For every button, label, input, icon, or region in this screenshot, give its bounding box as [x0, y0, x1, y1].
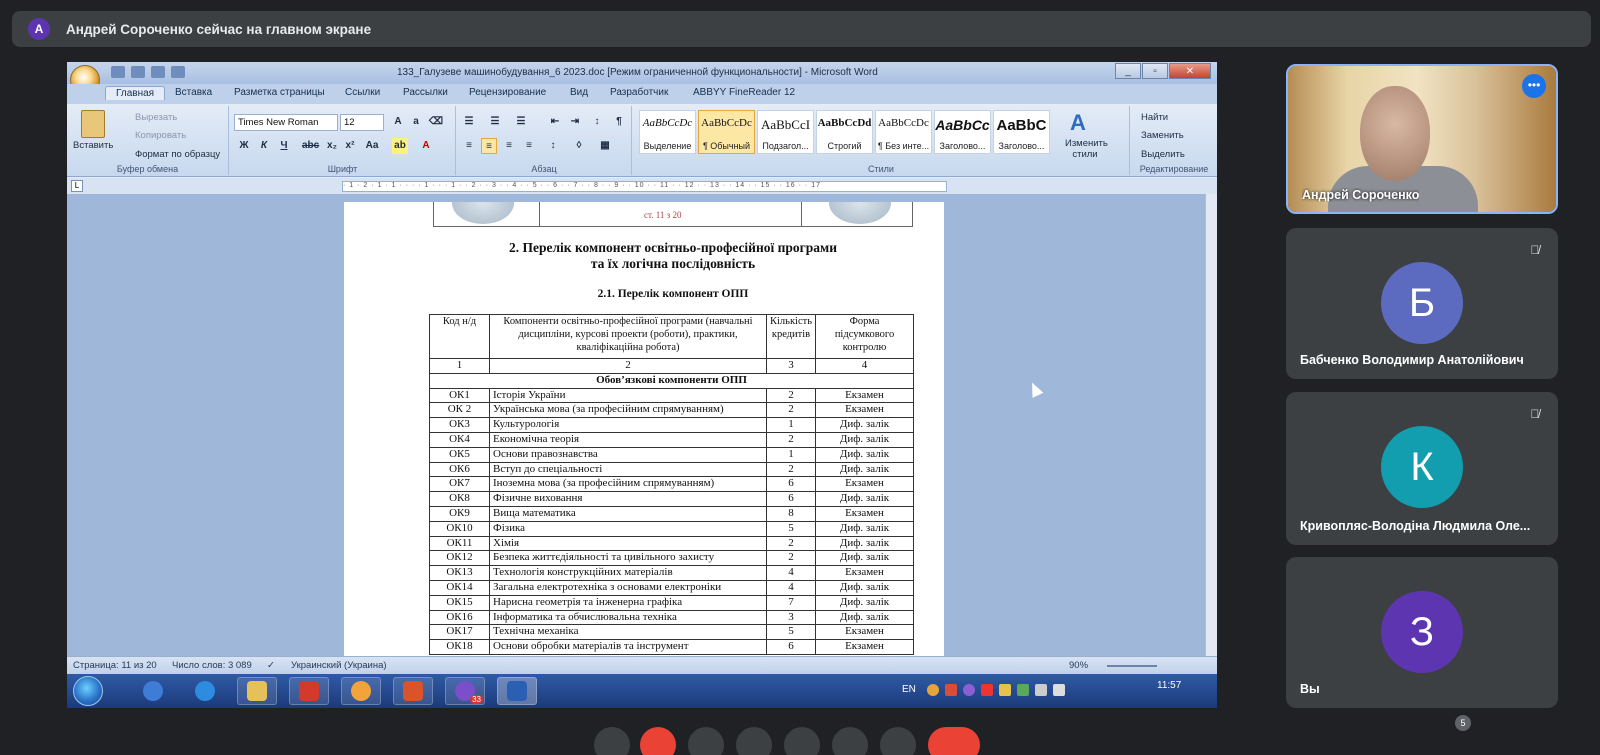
pdf-icon[interactable]: [289, 677, 329, 705]
viber-icon[interactable]: [445, 677, 485, 705]
cell-code: ОК17: [430, 625, 490, 640]
window-title: 133_Галузеве машинобудування_6 2023.doc [Режим ограниченной функциональности] - Microsoft Word: [397, 67, 878, 78]
table-row: [430, 432, 914, 447]
app-icon-globe[interactable]: [133, 677, 173, 705]
cell-credits: 4: [767, 566, 816, 581]
tray-icon[interactable]: [927, 684, 939, 696]
shared-screen: [67, 62, 1217, 708]
numbering-icon[interactable]: ☰: [490, 116, 500, 127]
more-button[interactable]: [880, 727, 916, 755]
presenter-banner-text: Андрей Сороченко сейчас на главном экране: [66, 21, 372, 37]
cell-component: Економічна теорія: [490, 432, 767, 447]
tab-selector[interactable]: L: [71, 180, 83, 192]
table-row: [430, 418, 914, 433]
tab-references[interactable]: Ссылки: [345, 87, 381, 98]
tray-icon[interactable]: [999, 684, 1011, 696]
align-center-icon[interactable]: ≡: [481, 138, 497, 154]
cell-credits: 6: [767, 492, 816, 507]
participant-tile-presenter[interactable]: [1286, 64, 1558, 214]
cell-credits: 5: [767, 521, 816, 536]
italic-icon[interactable]: К: [260, 140, 268, 151]
save-icon[interactable]: [111, 66, 125, 78]
cell-code: ОК5: [430, 447, 490, 462]
subsection-heading: 2.1. Перелік компонент ОПП: [597, 288, 749, 300]
align-right-icon[interactable]: ≡: [506, 140, 512, 151]
multilevel-icon[interactable]: ☰: [516, 116, 526, 127]
cell-credits: 3: [767, 610, 816, 625]
select-button[interactable]: Выделить: [1141, 149, 1185, 160]
taskbar-clock[interactable]: 11:57: [1157, 680, 1182, 691]
right-seal-image: [829, 202, 891, 224]
leave-call-button[interactable]: [928, 727, 980, 755]
header-component: Компоненти освітньо-професійної програми (навчальні дисципліни, курсові проекти (роботи), практики, кваліфікаційна робота): [490, 315, 767, 359]
participant-name: Андрей Сороченко: [1302, 188, 1420, 202]
horizontal-ruler[interactable]: · 1 · 2 · 1 · 1 · · · · 1 · · · 1 · · 2 · · 3 · · 4 · · 5 · · 6 · · 7 · · 8 · · 9 · · 10 · · 11 · · 12 · · 13 · · 14 · · 15 · · 16 · · 17: [342, 181, 947, 192]
table-row: [430, 625, 914, 640]
cell-code: ОК8: [430, 492, 490, 507]
network-icon[interactable]: [1035, 684, 1047, 696]
tab-page-layout[interactable]: Разметка страницы: [234, 87, 325, 98]
quick-access-toolbar: [111, 66, 185, 78]
clipboard-group-label: Буфер обмена: [116, 164, 179, 174]
cell-code: ОК15: [430, 595, 490, 610]
cell-control-form: Екзамен: [816, 625, 914, 640]
table-row: [430, 492, 914, 507]
cut-button[interactable]: Вырезать: [135, 112, 178, 123]
paragraph-group-label: Абзац: [531, 164, 557, 174]
replace-button[interactable]: Заменить: [1141, 130, 1184, 141]
presenter-banner: [12, 11, 1591, 47]
ribbon: [67, 104, 1217, 177]
captions-button[interactable]: [736, 727, 772, 755]
cell-code: ОК7: [430, 477, 490, 492]
presenter-avatar: А: [28, 18, 50, 40]
bullets-icon[interactable]: ☰: [464, 116, 474, 127]
style-normal[interactable]: AaBbCcDc ¶ Обычный: [698, 110, 755, 154]
table-row: [430, 462, 914, 477]
cell-component: Загальна електротехніка з основами електроніки: [490, 580, 767, 595]
word-titlebar: [67, 62, 1217, 84]
style-heading2[interactable]: AaBbC Заголово...: [993, 110, 1050, 154]
shading-icon[interactable]: ◊: [576, 140, 582, 151]
participant-tile[interactable]: [1286, 392, 1558, 545]
cell-control-form: Диф. залік: [816, 580, 914, 595]
table-header-row: [430, 315, 914, 359]
cell-control-form: Диф. залік: [816, 418, 914, 433]
cell-component: Культурологія: [490, 418, 767, 433]
table-row: [430, 551, 914, 566]
windows-taskbar: [67, 674, 1217, 708]
participant-name: Кривопляс-Володіна Людмила Оле...: [1300, 519, 1531, 533]
paste-button[interactable]: Вставить: [73, 140, 114, 151]
camera-toggle-button[interactable]: [688, 727, 724, 755]
undo-icon[interactable]: [131, 66, 145, 78]
table-row: [430, 595, 914, 610]
font-group-label: Шрифт: [327, 164, 358, 174]
cell-code: ОК11: [430, 536, 490, 551]
close-button[interactable]: ✕: [1169, 63, 1211, 79]
change-case-icon[interactable]: Aa: [365, 140, 379, 151]
cell-credits: 6: [767, 477, 816, 492]
header-control-form: Форма підсумкового контролю: [816, 315, 914, 359]
cell-credits: 5: [767, 625, 816, 640]
cell-code: ОК6: [430, 462, 490, 477]
tray-icon[interactable]: [1017, 684, 1029, 696]
status-page[interactable]: Страница: 11 из 20: [73, 660, 157, 671]
subscript-icon[interactable]: x₂: [326, 140, 337, 151]
cell-component: Хімія: [490, 536, 767, 551]
cell-credits: 7: [767, 595, 816, 610]
explorer-icon[interactable]: [237, 677, 277, 705]
minimize-button[interactable]: _: [1115, 63, 1141, 79]
format-painter-button[interactable]: Формат по образцу: [135, 149, 221, 160]
cell-component: Технічна механіка: [490, 625, 767, 640]
cell-component: Вступ до спеціальності: [490, 462, 767, 477]
cell-credits: 1: [767, 418, 816, 433]
system-tray: [927, 684, 1147, 698]
decrease-indent-icon[interactable]: ⇤: [550, 116, 560, 127]
tab-view[interactable]: Вид: [570, 87, 589, 98]
mic-off-icon: 🎙̸: [1530, 407, 1540, 421]
cell-code: ОК14: [430, 580, 490, 595]
increase-indent-icon[interactable]: ⇥: [570, 116, 580, 127]
editing-group-label: Редактирование: [1139, 164, 1209, 174]
present-button[interactable]: [784, 727, 820, 755]
cell-code: ОК12: [430, 551, 490, 566]
cell-component: Історія України: [490, 388, 767, 403]
cell-component: Технологія конструкційних матеріалів: [490, 566, 767, 581]
cell-credits: 1: [767, 447, 816, 462]
table-section-row: Обов’язкові компоненти ОПП: [430, 373, 914, 388]
grow-font-icon[interactable]: A: [394, 116, 402, 127]
style-strong[interactable]: AaBbCcDd Строгий: [816, 110, 873, 154]
highlight-icon[interactable]: ab: [392, 138, 408, 154]
cell-credits: 4: [767, 580, 816, 595]
page-header-table: [433, 202, 913, 227]
font-name-combo[interactable]: Times New Roman: [234, 114, 338, 131]
tray-icon[interactable]: [945, 684, 957, 696]
cell-component: Інформатика та обчислювальна техніка: [490, 610, 767, 625]
change-styles-icon[interactable]: A: [1070, 110, 1086, 135]
cell-credits: 6: [767, 640, 816, 655]
table-row: [430, 536, 914, 551]
copy-button[interactable]: Копировать: [135, 130, 187, 141]
cell-component: Основи правознавства: [490, 447, 767, 462]
line-spacing-icon[interactable]: ↕: [550, 140, 556, 151]
tab-developer[interactable]: Разработчик: [610, 87, 669, 98]
status-words[interactable]: Число слов: 3 089: [172, 660, 252, 671]
participant-count-badge: 5: [1455, 715, 1471, 731]
cell-control-form: Диф. залік: [816, 610, 914, 625]
cell-control-form: Диф. залік: [816, 595, 914, 610]
superscript-icon[interactable]: x²: [345, 140, 355, 151]
styles-group-label: Стили: [868, 164, 894, 174]
more-options-icon[interactable]: •••: [1522, 74, 1546, 98]
tray-icon[interactable]: [963, 684, 975, 696]
cell-control-form: Диф. залік: [816, 447, 914, 462]
opp-components-table: [429, 314, 914, 655]
cell-code: ОК1: [430, 388, 490, 403]
cell-component: Українська мова (за професійним спрямуванням): [490, 403, 767, 418]
cell-control-form: Екзамен: [816, 640, 914, 655]
left-seal-image: [452, 202, 514, 224]
header-page-number: ст. 11 з 20: [644, 210, 682, 220]
cell-code: ОК16: [430, 610, 490, 625]
cell-component: Фізичне виховання: [490, 492, 767, 507]
align-left-icon[interactable]: ≡: [466, 140, 472, 151]
header-credits: Кількість кредитів: [767, 315, 816, 359]
participant-avatar: З: [1381, 591, 1463, 673]
clear-format-icon[interactable]: ⌫: [428, 116, 444, 127]
participant-name: Вы: [1300, 682, 1320, 696]
font-group: [230, 106, 456, 175]
emoji-button[interactable]: [832, 727, 868, 755]
cell-control-form: Диф. залік: [816, 521, 914, 536]
cell-code: ОК3: [430, 418, 490, 433]
word-status-bar: [67, 656, 1217, 674]
participant-tile-self[interactable]: [1286, 557, 1558, 708]
show-marks-icon[interactable]: ¶: [616, 116, 622, 127]
tab-insert[interactable]: Вставка: [175, 87, 213, 98]
ie-icon[interactable]: [185, 677, 225, 705]
table-row: [430, 610, 914, 625]
section-heading: 2. Перелік компонент освітньо-професійної програми та їх логічна послідовність: [508, 240, 838, 271]
cell-credits: 8: [767, 506, 816, 521]
cell-control-form: Диф. залік: [816, 551, 914, 566]
table-row: [430, 403, 914, 418]
font-size-combo[interactable]: 12: [340, 114, 384, 131]
clipboard-group: [67, 106, 229, 175]
cell-component: Вища математика: [490, 506, 767, 521]
paragraph-group: [457, 106, 632, 175]
participant-name: Бабченко Володимир Анатолійович: [1300, 353, 1524, 367]
ribbon-tabs: [67, 84, 1217, 104]
cell-code: ОК4: [430, 432, 490, 447]
zoom-slider[interactable]: [1107, 665, 1157, 667]
sort-icon[interactable]: ↕: [594, 116, 600, 127]
cell-component: Нарисна геометрія та інженерна графіка: [490, 595, 767, 610]
bold-icon[interactable]: Ж: [239, 140, 249, 151]
justify-icon[interactable]: ≡: [526, 140, 532, 151]
mic-toggle-button[interactable]: [640, 727, 676, 755]
document-page[interactable]: [344, 202, 944, 657]
styles-group: [633, 106, 1130, 175]
table-row: [430, 566, 914, 581]
shrink-font-icon[interactable]: a: [413, 116, 419, 127]
cell-component: Основи обробки матеріалів та інструмент: [490, 640, 767, 655]
cell-component: Безпека життєдіяльності та цивільного захисту: [490, 551, 767, 566]
participant-avatar: Б: [1381, 262, 1463, 344]
cell-control-form: Екзамен: [816, 506, 914, 521]
cell-control-form: Екзамен: [816, 403, 914, 418]
language-indicator[interactable]: EN: [902, 684, 916, 695]
tray-icon[interactable]: [981, 684, 993, 696]
strike-icon[interactable]: abc: [302, 140, 320, 151]
table-row: [430, 477, 914, 492]
cell-control-form: Екзамен: [816, 477, 914, 492]
presentation-icon[interactable]: [393, 677, 433, 705]
style-emphasis[interactable]: AaBbCcDc Выделение: [639, 110, 696, 154]
cell-credits: 2: [767, 536, 816, 551]
cell-control-form: Екзамен: [816, 388, 914, 403]
mic-off-icon: 🎙̸: [1530, 243, 1540, 257]
start-button[interactable]: [73, 676, 103, 706]
participant-avatar: К: [1381, 426, 1463, 508]
cell-code: ОК18: [430, 640, 490, 655]
cell-component: Іноземна мова (за професійним спрямуванням): [490, 477, 767, 492]
underline-icon[interactable]: Ч: [280, 140, 288, 151]
paste-icon[interactable]: [81, 110, 105, 138]
find-button[interactable]: Найти: [1141, 112, 1169, 123]
cell-code: ОК 2: [430, 403, 490, 418]
style-heading1[interactable]: AaBbCc Заголово...: [934, 110, 991, 154]
spelling-icon[interactable]: [171, 66, 185, 78]
cell-control-form: Диф. залік: [816, 462, 914, 477]
editing-group: [1131, 106, 1217, 175]
table-number-row: 1 2 3 4: [430, 359, 914, 374]
table-row: [430, 447, 914, 462]
cell-code: ОК13: [430, 566, 490, 581]
header-code: Код н/д: [430, 315, 490, 359]
yandex-browser-icon[interactable]: [341, 677, 381, 705]
status-language[interactable]: Украинский (Украина): [291, 660, 387, 671]
cell-credits: 2: [767, 462, 816, 477]
style-no-spacing[interactable]: AaBbCcDc ¶ Без инте...: [875, 110, 932, 154]
maximize-button[interactable]: ▫: [1142, 63, 1168, 79]
borders-icon[interactable]: ▦: [600, 140, 610, 151]
word-icon[interactable]: [497, 677, 537, 705]
tab-home[interactable]: Главная: [105, 86, 165, 100]
cell-credits: 2: [767, 551, 816, 566]
table-row: [430, 388, 914, 403]
tab-mailings[interactable]: Рассылки: [403, 87, 448, 98]
volume-icon[interactable]: [1053, 684, 1065, 696]
viber-badge: 33: [472, 695, 481, 704]
cell-code: ОК10: [430, 521, 490, 536]
cell-credits: 2: [767, 432, 816, 447]
tab-review[interactable]: Рецензирование: [469, 87, 547, 98]
cell-control-form: Диф. залік: [816, 432, 914, 447]
participant-tile[interactable]: [1286, 228, 1558, 379]
cell-control-form: Диф. залік: [816, 536, 914, 551]
table-row: [430, 506, 914, 521]
font-color-icon[interactable]: A: [422, 140, 430, 151]
redo-icon[interactable]: [151, 66, 165, 78]
cell-control-form: Екзамен: [816, 566, 914, 581]
table-row: [430, 580, 914, 595]
change-styles-button[interactable]: Изменить стили: [1065, 138, 1108, 160]
ruler-row: [67, 178, 1217, 194]
vertical-scrollbar[interactable]: [1205, 194, 1217, 656]
spellcheck-icon[interactable]: ✓: [267, 660, 275, 671]
cell-code: ОК9: [430, 506, 490, 521]
raise-hand-button[interactable]: [594, 727, 630, 755]
cell-credits: 2: [767, 388, 816, 403]
tab-abbyy[interactable]: ABBYY FineReader 12: [693, 87, 796, 98]
table-row: [430, 640, 914, 655]
style-subtitle[interactable]: AaBbCcI Подзагол...: [757, 110, 814, 154]
cell-component: Фізика: [490, 521, 767, 536]
table-row: [430, 521, 914, 536]
zoom-level[interactable]: 90%: [1069, 660, 1089, 671]
cell-control-form: Диф. залік: [816, 492, 914, 507]
cell-credits: 2: [767, 403, 816, 418]
